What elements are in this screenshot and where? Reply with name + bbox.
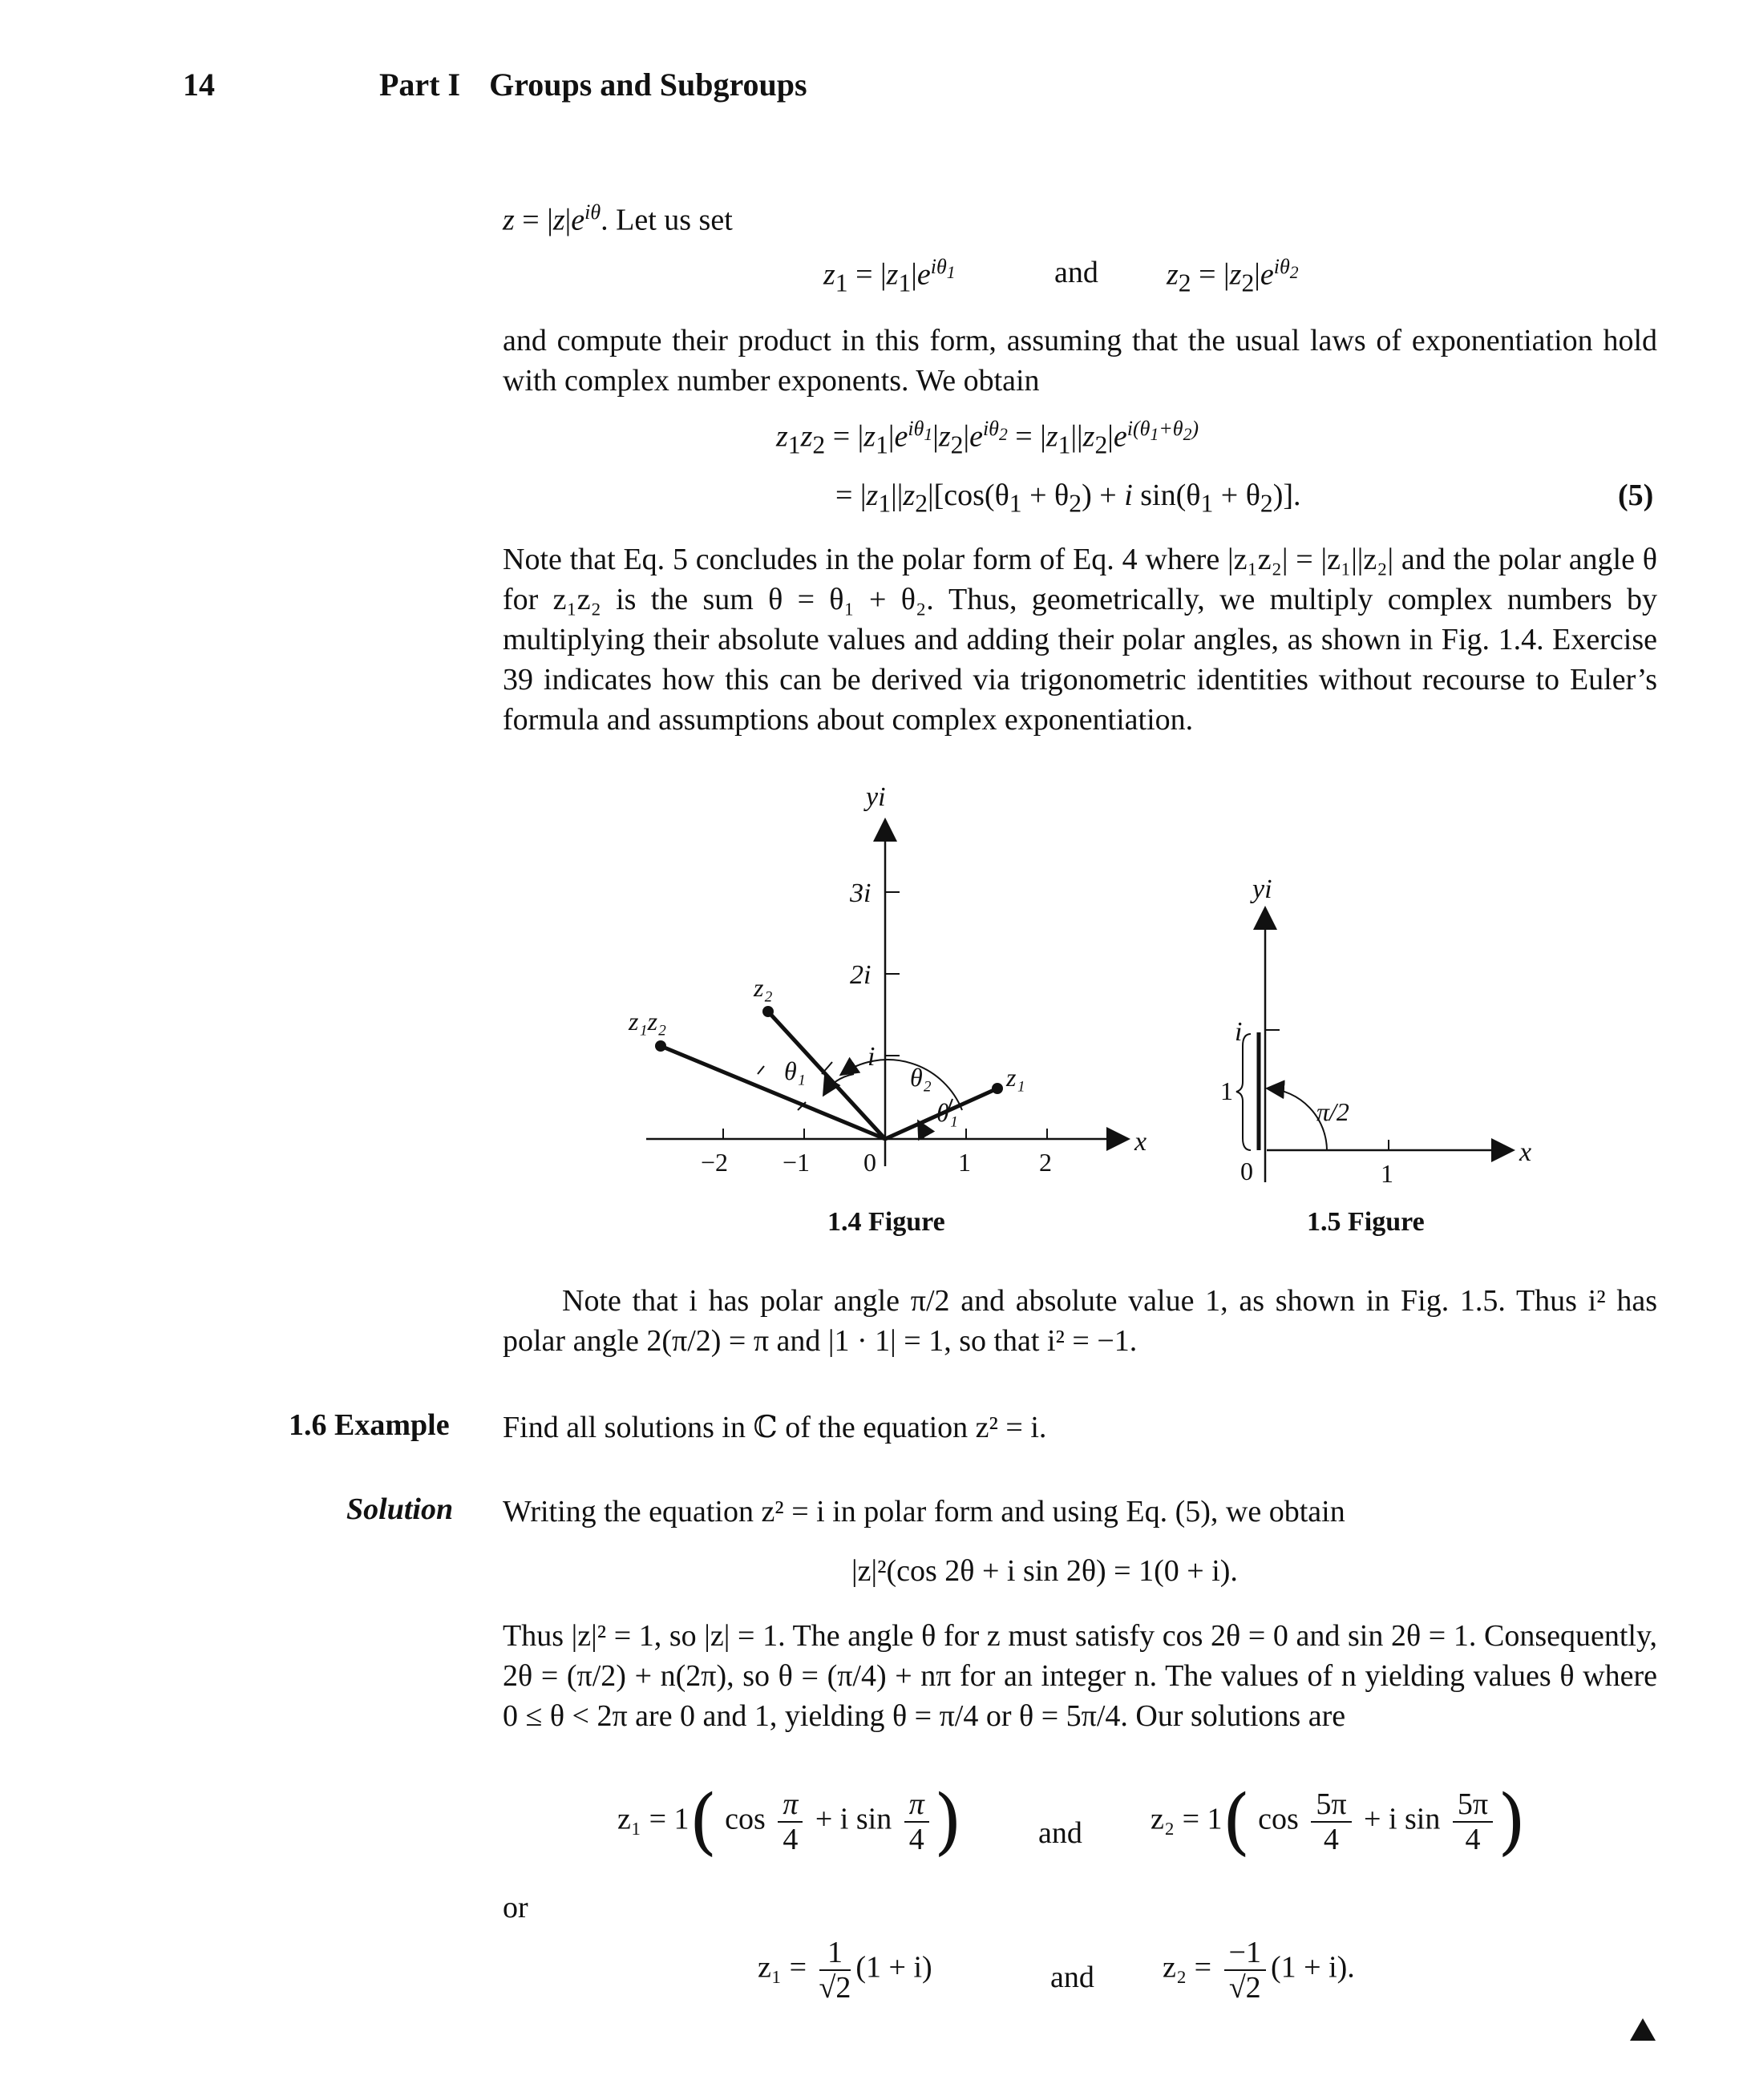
fig14-xtick-0: 0: [863, 1148, 876, 1177]
point-z2: [762, 1006, 774, 1017]
fig14-xtick-neg1: −1: [783, 1148, 811, 1177]
fig14-tick-i: i: [867, 1042, 876, 1072]
fig14-label-theta1-right: θ₁: [936, 1098, 958, 1127]
eq-z2-definition: $z_2 = |z_2|e^{i\theta_2}$: [1167, 255, 1299, 297]
and-connector-3: and: [1050, 1961, 1094, 1994]
fig15-one-label: 1: [1220, 1076, 1233, 1105]
fig14-label-z2: z₂: [754, 973, 773, 1002]
part-label: Part I: [379, 67, 461, 103]
running-header: [379, 66, 807, 103]
vector-z1z2: [661, 1046, 885, 1139]
solution-polar-equation: |z|²(cos 2θ + i sin 2θ) = 1(0 + i).: [851, 1554, 1238, 1588]
fig14-tick-3i: 3i: [850, 878, 872, 908]
figure-1-5: [1203, 874, 1555, 1246]
point-z1: [992, 1083, 1003, 1094]
fig15-tick-i-label: i: [1235, 1017, 1243, 1047]
and-connector-2: and: [1038, 1816, 1082, 1850]
fig15-y-label: yi: [1252, 874, 1272, 904]
eq5-line2: = $|z_1||z_2|[\cos(\theta_1 + \theta_2) + i$ $\sin(\theta_1 + \theta_2)$].: [835, 479, 1301, 518]
fig14-xtick-2: 2: [1039, 1148, 1052, 1177]
solution-z2-rect: z₂ = $\frac{-1}{√2}$ (1 + i).: [1163, 1936, 1355, 2005]
point-z1z2: [655, 1040, 666, 1052]
fig15-brace: [1236, 1034, 1251, 1150]
fig14-label-theta2: θ₂: [910, 1063, 932, 1092]
eq-z1-definition: $z_1 = |z_1|e^{i\theta_1}$: [823, 255, 956, 297]
fig14-y-label: yi: [866, 782, 886, 812]
fig14-label-z1: z₁: [1006, 1063, 1025, 1092]
solution-z2-polar: z₂ = 1( cos $\frac{5\pi}{4}$ + i sin $\frac{5\pi}{4}$ ): [1151, 1779, 1527, 1864]
and-connector-1: and: [1054, 256, 1098, 289]
page-number: 14: [183, 67, 215, 103]
fig15-xtick-0: 0: [1240, 1157, 1253, 1185]
fig15-x-label: x: [1519, 1137, 1532, 1167]
example-statement: Find all solutions in ℂ of the equation z² = i.: [503, 1411, 1047, 1444]
chapter-title: Groups and Subgroups: [489, 67, 807, 103]
solution-z1-polar: z₁ = 1( cos $\frac{\pi}{4}$ + i sin $\frac{\pi}{4}$ ): [617, 1779, 962, 1864]
intro-line: $z = |z|e^{i\theta}$. Let us set: [503, 200, 733, 237]
fig14-tick-2i: 2i: [850, 960, 872, 990]
figure-1-4: [625, 781, 1187, 1246]
fig14-label-z1z2: z₁z₂: [629, 1007, 667, 1036]
fig15-angle-label: π/2: [1316, 1097, 1349, 1126]
solution-intro: Writing the equation z² = i in polar form and using Eq. (5), we obtain: [503, 1495, 1345, 1529]
fig15-xtick-1: 1: [1381, 1159, 1393, 1188]
fig14-xtick-1: 1: [958, 1148, 971, 1177]
paragraph-solution-derivation: Thus |z|² = 1, so |z| = 1. The angle θ for z must satisfy cos 2θ = 0 and sin 2θ = 1. Consequently, 2θ = (π/2) + n(2π), so θ = (π/4) + nπ for an integer n. The values of n yielding values θ where 0 ≤ θ < 2π are 0 and 1, yielding θ = π/4 or θ = 5π/4. Our solutions are: [503, 1619, 1657, 1733]
example-label: 1.6 Example: [289, 1408, 450, 1442]
solution-z1-rect: z₁ = $\frac{1}{√2}$ (1 + i): [758, 1936, 932, 2005]
eq5-tag: (5): [1618, 479, 1654, 512]
fig14-xtick-neg2: −2: [701, 1148, 729, 1177]
eq5-line1: $z_1z_2 = |z_1|e^{i\theta_1}|z_2|e^{i\theta_2} = |z_1||z_2|e^{i(\theta_1+\theta_2)}$: [776, 417, 1199, 459]
or-connector: or: [503, 1891, 528, 1924]
end-of-example-triangle-icon: [1630, 2018, 1656, 2041]
fig14-x-label: x: [1134, 1127, 1147, 1157]
fig15-caption: 1.5 Figure: [1307, 1207, 1425, 1237]
paragraph-i-polar-angle: Note that i has polar angle π/2 and absolute value 1, as shown in Fig. 1.5. Thus i² has polar angle 2(π/2) = π and |1 · 1| = 1, so that i² = −1.: [503, 1284, 1657, 1358]
solution-label: Solution: [346, 1492, 454, 1526]
fig14-caption: 1.4 Figure: [827, 1207, 945, 1237]
paragraph-product: and compute their product in this form, assuming that the usual laws of exponentiation hold with complex number exponents. We obtain: [503, 324, 1657, 398]
fig14-label-theta1-left: θ₁: [784, 1056, 806, 1085]
paragraph-polar-form: Note that Eq. 5 concludes in the polar form of Eq. 4 where |z₁z₂| = |z₁||z₂| and the polar angle θ for z₁z₂ is the sum θ = θ₁ + θ₂. Thus, geometrically, we multiply complex numbers by multiplying their absolute values and adding their polar angles, as shown in Fig. 1.4. Exercise 39 indicates how this can be derived via trigonometric identities without recourse to Euler’s formula and assumptions about complex exponentiation.: [503, 543, 1657, 737]
